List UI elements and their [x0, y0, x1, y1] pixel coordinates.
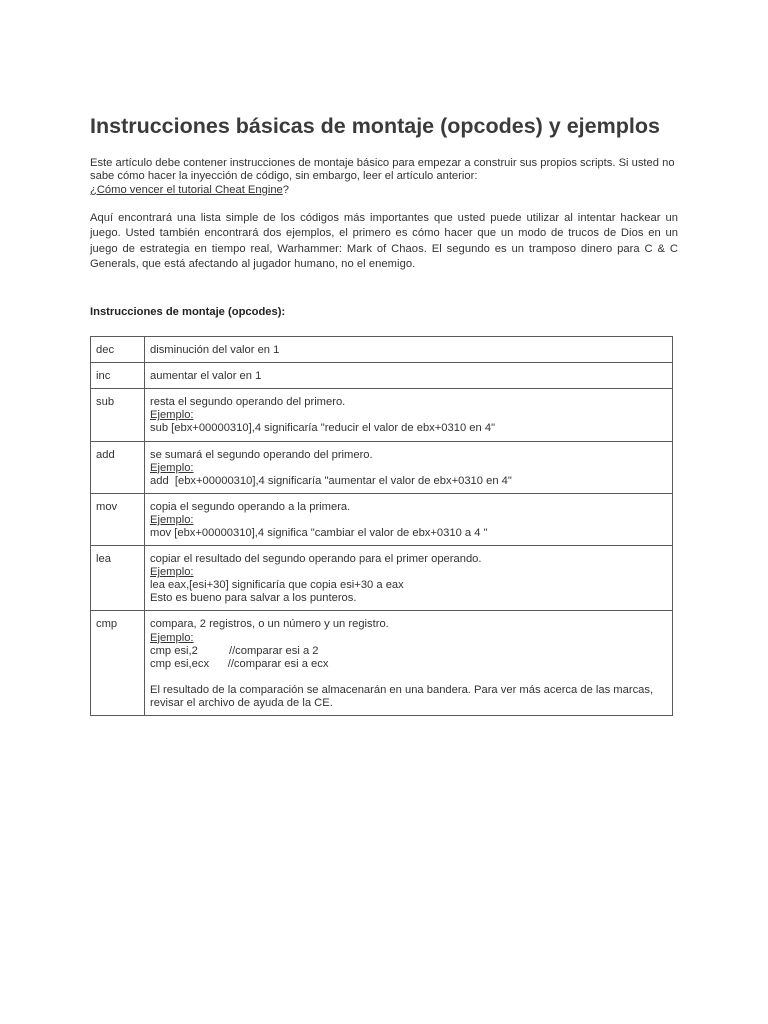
example-note: Esto es bueno para salvar a los punteros. [150, 592, 357, 605]
opcode-description: aumentar el valor en 1 [150, 370, 262, 383]
opcode-description: copiar el resultado del segundo operando para el primer operando. [150, 553, 482, 566]
comparison-note: El resultado de la comparación se almacenarán en una bandera. Para ver más acerca de las marcas, revisar el archivo de ayuda de la CE. [150, 683, 654, 709]
opcode-description: copia el segundo operando a la primera. [150, 500, 351, 513]
description-cell [145, 611, 673, 716]
example-label: Ejemplo: [150, 461, 194, 474]
opcode-description: se sumará el segundo operando del primero. [150, 448, 373, 461]
example-line: cmp esi,ecx //comparar esi a ecx [150, 657, 329, 670]
description-cell [145, 493, 673, 545]
description-cell [145, 389, 673, 441]
opcode-description: disminución del valor en 1 [150, 344, 280, 357]
table-row [91, 363, 673, 389]
example-line: mov [ebx+00000310],4 significa "cambiar el valor de ebx+0310 a 4 " [150, 526, 488, 539]
example-label: Ejemplo: [150, 631, 194, 644]
spacer [150, 671, 667, 684]
opcode-cell: mov [91, 493, 145, 545]
section-heading: Instrucciones de montaje (opcodes): [90, 306, 286, 319]
description-paragraph: Aquí encontrará una lista simple de los códigos más importantes que usted puede utilizar al intentar hackear un juego. Usted también encontrará dos ejemplos, el primero es cómo hacer que un modo de trucos de Dios en un juego de estrategia en tiempo real, Warhammer: Mark of Chaos. El segundo es un tramposo dinero para C & C Generals, que está afectando al jugador humano, no el enemigo. [90, 212, 678, 270]
opcode-cell: inc [91, 363, 145, 389]
example-label: Ejemplo: [150, 409, 194, 422]
opcode-cell: add [91, 441, 145, 493]
description-cell [145, 363, 673, 389]
cheat-engine-tutorial-link[interactable]: ¿Cómo vencer el tutorial Cheat Engine [90, 183, 283, 196]
table-row [91, 441, 673, 493]
description-cell [145, 337, 673, 363]
description-cell [145, 441, 673, 493]
opcode-description: resta el segundo operando del primero. [150, 396, 346, 409]
opcode-cell: dec [91, 337, 145, 363]
intro-text: Este artículo debe contener instrucciones de montaje básico para empezar a construir sus propios scripts. Si usted no sabe cómo hacer la inyección de código, sin embargo, leer el artículo anterior: [90, 157, 675, 183]
article [90, 112, 678, 716]
example-label: Ejemplo: [150, 566, 194, 579]
opcode-cell: cmp [91, 611, 145, 716]
table-row [91, 611, 673, 716]
intro-link-suffix: ? [282, 183, 290, 196]
example-line: sub [ebx+00000310],4 significaría "reducir el valor de ebx+0310 en 4" [150, 422, 496, 435]
description-cell [145, 546, 673, 611]
page-title: Instrucciones básicas de montaje (opcodes) y ejemplos [90, 114, 660, 138]
example-label: Ejemplo: [150, 513, 194, 526]
example-line: cmp esi,2 //comparar esi a 2 [150, 644, 319, 657]
intro-paragraph [90, 157, 678, 197]
opcode-cell: sub [91, 389, 145, 441]
table-row [91, 493, 673, 545]
example-line: add [ebx+00000310],4 significaría "aumentar el valor de ebx+0310 en 4" [150, 474, 512, 487]
table-row [91, 337, 673, 363]
table-row [91, 389, 673, 441]
opcode-description: compara, 2 registros, o un número y un registro. [150, 618, 389, 631]
opcode-cell: lea [91, 546, 145, 611]
example-line: lea eax,[esi+30] significaría que copia esi+30 a eax [150, 579, 404, 592]
opcodes-table [90, 336, 673, 716]
table-row [91, 546, 673, 611]
